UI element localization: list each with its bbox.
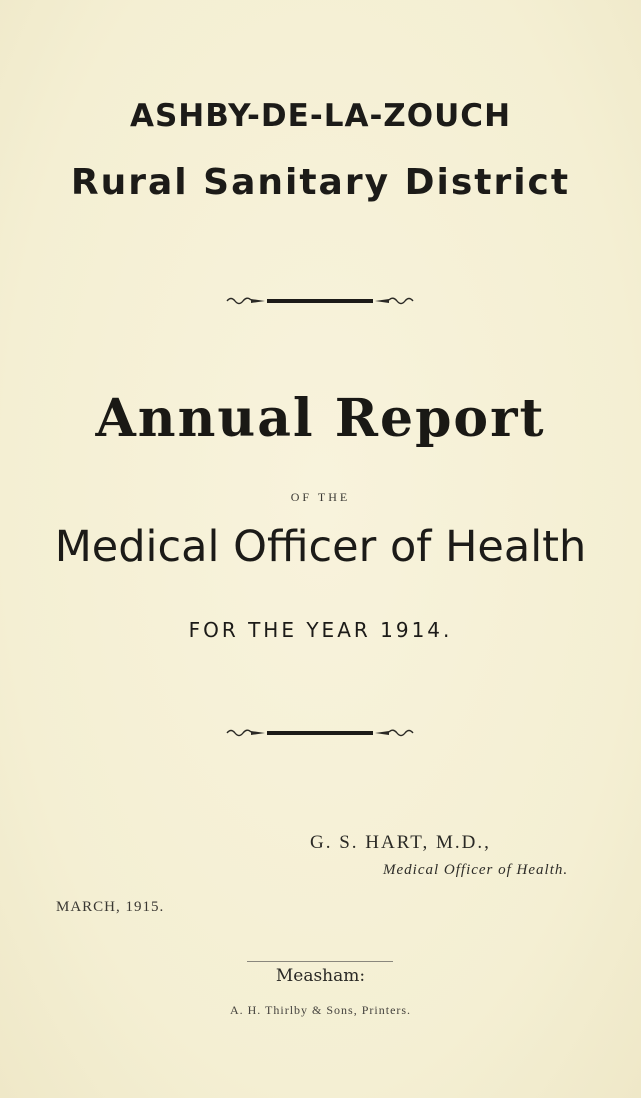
divider [247,961,393,962]
author-role: Medical Officer of Health. [383,862,569,878]
place-of-printing: Measham: [275,966,366,986]
district-name: ASHBY-DE-LA-ZOUCH [129,98,512,134]
printer-credit: A. H. Thirlby & Sons, Printers. [229,1003,412,1017]
year-line: FOR THE YEAR 1914. [188,618,453,642]
author-name: G. S. HART, M.D., [310,832,491,853]
ornament-top [225,293,415,307]
ornament-bottom [225,725,415,739]
district-subtitle: Rural Sanitary District [70,162,571,203]
officer-title: Medical Officer of Health [54,522,587,572]
report-title: Annual Report [95,388,546,449]
report-date: MARCH, 1915. [56,899,165,915]
of-the-label: OF THE [290,490,351,504]
